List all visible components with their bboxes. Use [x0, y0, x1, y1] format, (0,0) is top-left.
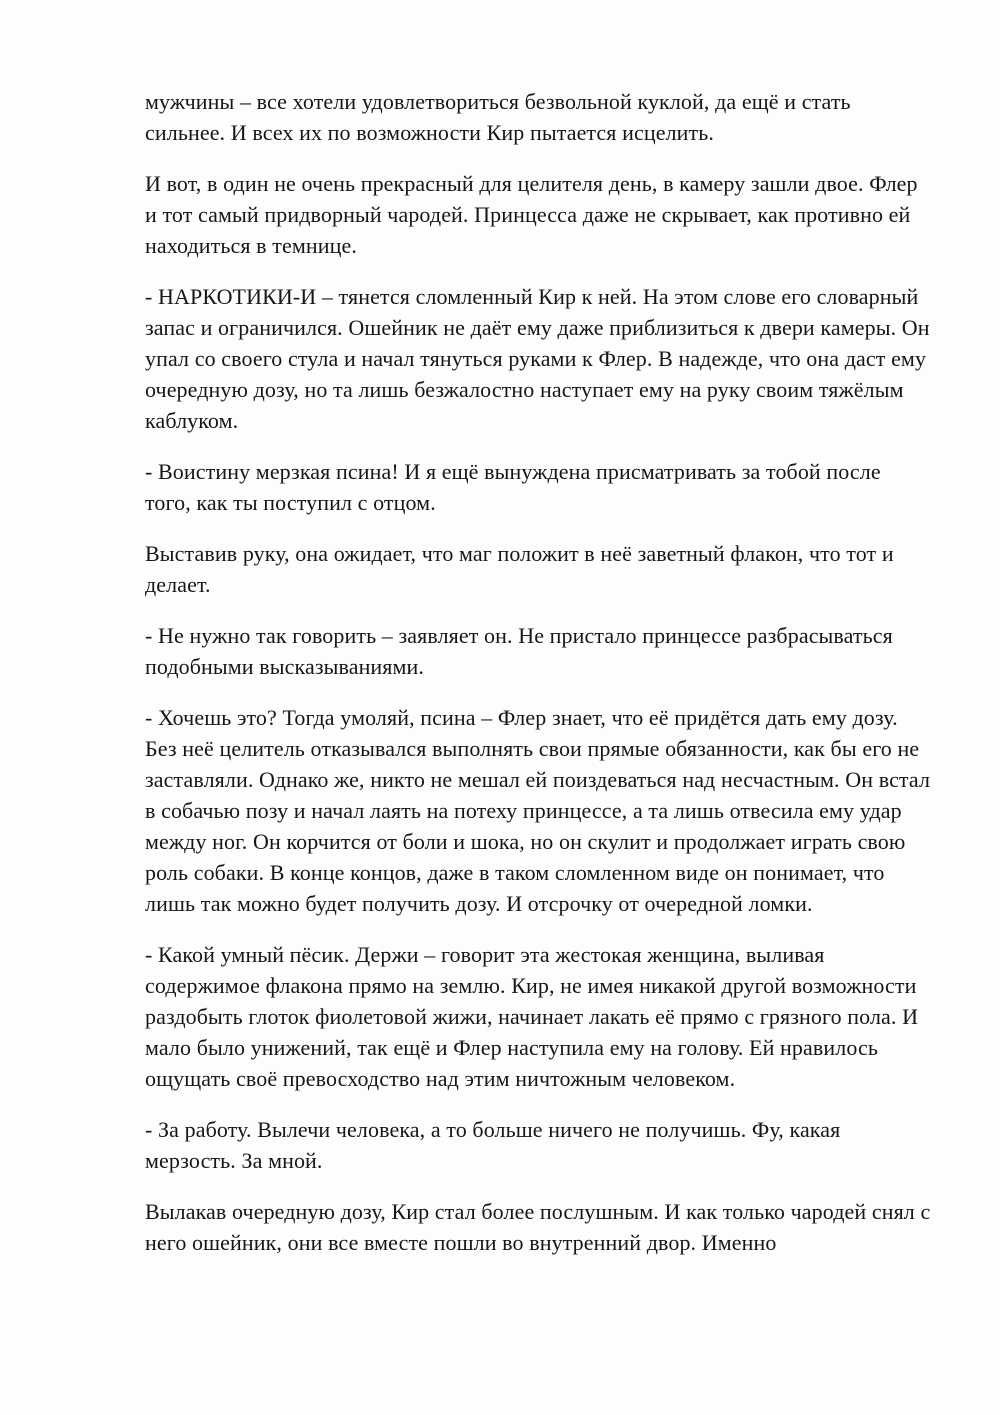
paragraph: И вот, в один не очень прекрасный для целителя день, в камеру зашли двое. Флер и тот самый придворный чародей. Принцесса даже не скрывает, как противно ей находиться в темнице. [145, 171, 918, 258]
paragraph: Вылакав очередную дозу, Кир стал более послушным. И как только чародей снял с него ошейник, они все вместе пошли во внутренний двор. Именно [145, 1199, 931, 1255]
text-column [145, 86, 932, 1258]
paragraph: Выставив руку, она ожидает, что маг положит в неё заветный флакон, что тот и делает. [145, 541, 894, 597]
paragraph: - Какой умный пёсик. Держи – говорит эта жестокая женщина, выливая содержимое флакона прямо на землю. Кир, не имея никакой другой возможности раздобыть глоток фиолетовой жижи, начинает лакать её прямо с грязного пола. И мало было унижений, так ещё и Флер наступила ему на голову. Ей нравилось ощущать своё превосходство над этим ничтожным человеком. [145, 942, 919, 1091]
paragraph: - Хочешь это? Тогда умоляй, псина – Флер знает, что её придётся дать ему дозу. Без неё целитель отказывался выполнять свои прямые обязанности, как бы его не заставляли. Однако же, никто не мешал ей поиздеваться над несчастным. Он встал в собачью позу и начал лаять на потеху принцессе, а та лишь отвесила ему удар между ног. Он корчится от боли и шока, но он скулит и продолжает играть свою роль собаки. В конце концов, даже в таком сломленном виде он понимает, что лишь так можно будет получить дозу. И отсрочку от очередной ломки. [145, 705, 931, 916]
paragraph: - Воистину мерзкая псина! И я ещё вынуждена присматривать за тобой после того, как ты поступил с отцом. [145, 459, 881, 515]
paragraph: - НАРКОТИКИ-И – тянется сломленный Кир к ней. На этом слове его словарный запас и ограничился. Ошейник не даёт ему даже приблизиться к двери камеры. Он упал со своего стула и начал тянуться руками к Флер. В надежде, что она даст ему очередную дозу, но та лишь безжалостно наступает ему на руку своим тяжёлым каблуком. [145, 284, 930, 433]
paragraph: мужчины – все хотели удовлетвориться безвольной куклой, да ещё и стать сильнее. И всех их по возможности Кир пытается исцелить. [145, 89, 851, 145]
paragraph: - Не нужно так говорить – заявляет он. Не пристало принцессе разбрасываться подобными высказываниями. [145, 623, 893, 679]
paragraph: - За работу. Вылечи человека, а то больше ничего не получишь. Фу, какая мерзость. За мной. [145, 1117, 841, 1173]
